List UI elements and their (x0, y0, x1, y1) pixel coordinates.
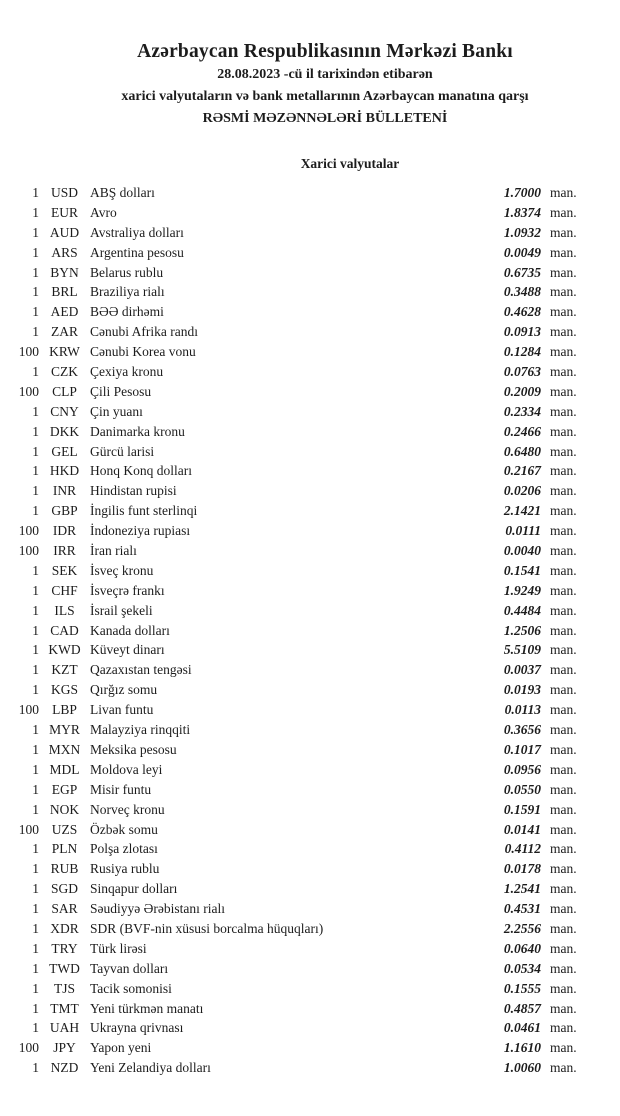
quantity-cell: 1 (32, 244, 39, 260)
currency-code-cell: TWD (49, 960, 80, 976)
currency-code-cell: CLP (52, 383, 77, 399)
quantity-cell: 1 (32, 443, 39, 459)
currency-name-cell: İsrail şekeli (90, 602, 153, 618)
rate-row (0, 740, 620, 760)
rate-row (0, 481, 620, 501)
rate-value-cell: 0.2167 (503, 463, 541, 479)
quantity-cell: 1 (32, 602, 39, 618)
currency-name-cell: Honq Konq dolları (90, 463, 192, 479)
quantity-cell: 1 (32, 1060, 39, 1076)
currency-name-cell: Meksika pesosu (90, 741, 177, 757)
rate-row (0, 382, 620, 402)
rate-value-cell: 0.0534 (503, 960, 541, 976)
rate-value-cell: 0.4857 (503, 1000, 541, 1016)
rate-value-cell: 0.0141 (503, 821, 541, 837)
rate-row (0, 302, 620, 322)
rate-row (0, 919, 620, 939)
effective-date-line: 28.08.2023 -cü il tarixindən etibarən (217, 67, 433, 82)
rate-value-cell: 1.2541 (503, 881, 541, 897)
unit-cell: man. (550, 841, 577, 857)
unit-cell: man. (550, 1000, 577, 1016)
rate-row (0, 640, 620, 660)
unit-cell: man. (550, 483, 577, 499)
rate-row (0, 243, 620, 263)
currency-name-cell: Rusiya rublu (90, 861, 160, 877)
unit-cell: man. (550, 741, 577, 757)
quantity-cell: 100 (18, 344, 39, 360)
currency-name-cell: SDR (BVF-nin xüsusi borcalma hüquqları) (90, 920, 324, 936)
currency-name-cell: Cənubi Korea vonu (90, 344, 196, 360)
currency-code-cell: HKD (49, 463, 80, 479)
rate-row (0, 959, 620, 979)
currency-name-cell: Türk lirəsi (90, 940, 147, 956)
currency-code-cell: MYR (49, 722, 80, 738)
rate-value-cell: 0.6480 (503, 443, 541, 459)
currency-code-cell: EGP (51, 781, 78, 797)
currency-code-cell: INR (52, 483, 77, 499)
unit-cell: man. (550, 224, 577, 240)
rate-row (0, 680, 620, 700)
unit-cell: man. (550, 821, 577, 837)
rate-row (0, 521, 620, 541)
unit-cell: man. (550, 761, 577, 777)
currency-code-cell: EUR (51, 204, 78, 220)
rate-row (0, 1018, 620, 1038)
currency-name-cell: Kanada dolları (90, 622, 170, 638)
currency-code-cell: LBP (52, 702, 77, 718)
rate-row (0, 223, 620, 243)
bulletin-header (30, 40, 620, 130)
currency-name-cell: İngilis funt sterlinqi (90, 503, 198, 519)
rate-row (0, 899, 620, 919)
quantity-cell: 1 (32, 960, 39, 976)
quantity-cell: 1 (32, 185, 39, 200)
currency-code-cell: MDL (49, 761, 80, 777)
currency-name-cell: BƏƏ dirhəmi (90, 304, 164, 320)
unit-cell: man. (550, 622, 577, 638)
currency-name-cell: Polşa zlotası (90, 841, 158, 857)
quantity-cell: 1 (32, 224, 39, 240)
quantity-cell: 1 (32, 980, 39, 996)
rate-row (0, 501, 620, 521)
currency-name-cell: Misir funtu (90, 781, 152, 797)
rate-row (0, 660, 620, 680)
rate-row (0, 839, 620, 859)
unit-cell: man. (550, 1040, 577, 1056)
quantity-cell: 1 (32, 861, 39, 877)
currency-code-cell: XDR (50, 920, 79, 936)
rate-value-cell: 0.0913 (503, 324, 541, 340)
quantity-cell: 1 (32, 582, 39, 598)
currency-code-cell: TJS (53, 980, 75, 996)
rate-value-cell: 0.0111 (505, 523, 541, 539)
currency-name-cell: İndoneziya rupiası (90, 523, 191, 539)
currency-code-cell: BYN (50, 264, 79, 280)
quantity-cell: 100 (18, 821, 39, 837)
currency-code-cell: UAH (49, 1020, 80, 1036)
quantity-cell: 100 (18, 543, 39, 559)
currency-name-cell: Argentina pesosu (90, 244, 184, 260)
rate-value-cell: 1.9249 (503, 582, 541, 598)
unit-cell: man. (550, 543, 577, 559)
rate-value-cell: 0.2334 (503, 403, 541, 419)
rate-value-cell: 0.1284 (503, 344, 541, 360)
rate-value-cell: 0.0113 (504, 702, 541, 718)
currency-code-cell: CAD (50, 622, 79, 638)
unit-cell: man. (550, 642, 577, 658)
quantity-cell: 100 (18, 383, 39, 399)
currency-name-cell: Malayziya rinqqiti (90, 722, 191, 738)
rate-row (0, 541, 620, 561)
unit-cell: man. (550, 801, 577, 817)
rate-value-cell: 5.5109 (503, 642, 541, 658)
rate-row (0, 601, 620, 621)
rate-value-cell: 0.0763 (503, 364, 541, 380)
currency-name-cell: Avro (90, 204, 117, 220)
unit-cell: man. (550, 920, 577, 936)
currency-code-cell: SEK (51, 562, 78, 578)
quantity-cell: 1 (32, 940, 39, 956)
unit-cell: man. (550, 364, 577, 380)
currency-name-cell: İran rialı (90, 543, 137, 559)
unit-cell: man. (550, 1020, 577, 1036)
currency-name-cell: Ukrayna qrivnası (90, 1020, 184, 1036)
rate-value-cell: 0.1591 (503, 801, 541, 817)
rate-row (0, 760, 620, 780)
currency-code-cell: SGD (50, 881, 78, 897)
currency-name-cell: Braziliya rialı (90, 284, 165, 300)
currency-name-cell: Gürcü larisi (90, 443, 155, 459)
currency-name-cell: Livan funtu (90, 702, 154, 718)
rate-value-cell: 0.6735 (503, 264, 541, 280)
rate-value-cell: 0.0193 (503, 682, 541, 698)
rate-row (0, 800, 620, 820)
currency-code-cell: USD (50, 185, 78, 200)
rate-value-cell: 1.2506 (503, 622, 541, 638)
rate-value-cell: 0.1541 (503, 562, 541, 578)
rate-value-cell: 0.4484 (503, 602, 541, 618)
quantity-cell: 1 (32, 204, 39, 220)
quantity-cell: 1 (32, 841, 39, 857)
currency-code-cell: CHF (51, 582, 78, 598)
rate-value-cell: 1.0060 (503, 1060, 541, 1076)
rate-value-cell: 0.0206 (503, 483, 541, 499)
rate-row (0, 700, 620, 720)
currency-code-cell: BRL (51, 284, 78, 300)
rate-value-cell: 0.4112 (504, 841, 541, 857)
unit-cell: man. (550, 980, 577, 996)
quantity-cell: 1 (32, 1020, 39, 1036)
currency-code-cell: GBP (51, 503, 78, 519)
currency-code-cell: KRW (49, 344, 80, 360)
currency-name-cell: Yapon yeni (90, 1040, 152, 1056)
currency-code-cell: ARS (51, 244, 78, 260)
currency-name-cell: Hindistan rupisi (90, 483, 177, 499)
quantity-cell: 1 (32, 722, 39, 738)
currency-name-cell: ABŞ dolları (90, 185, 155, 200)
currency-code-cell: AUD (49, 224, 80, 240)
rate-row (0, 820, 620, 840)
rate-row (0, 1058, 620, 1078)
quantity-cell: 1 (32, 463, 39, 479)
rate-row (0, 879, 620, 899)
currency-name-cell: Sinqapur dolları (90, 881, 178, 897)
unit-cell: man. (550, 682, 577, 698)
quantity-cell: 1 (32, 761, 39, 777)
unit-cell: man. (550, 383, 577, 399)
rate-row (0, 203, 620, 223)
section-title-foreign-currencies: Xarici valyutalar (300, 156, 400, 171)
rate-value-cell: 0.0040 (503, 543, 541, 559)
currency-name-cell: Norveç kronu (90, 801, 165, 817)
bulletin-title-line: RƏSMİ MƏZƏNNƏLƏRİ BÜLLETENİ (202, 111, 448, 126)
unit-cell: man. (550, 403, 577, 419)
quantity-cell: 1 (32, 264, 39, 280)
rate-value-cell: 0.0550 (503, 781, 541, 797)
rate-row (0, 342, 620, 362)
quantity-cell: 1 (32, 741, 39, 757)
currency-code-cell: ZAR (51, 324, 78, 340)
currency-code-cell: PLN (51, 841, 78, 857)
unit-cell: man. (550, 304, 577, 320)
currency-name-cell: Özbək somu (90, 821, 158, 837)
unit-cell: man. (550, 960, 577, 976)
unit-cell: man. (550, 901, 577, 917)
currency-name-cell: Yeni Zelandiya dolları (90, 1060, 211, 1076)
unit-cell: man. (550, 503, 577, 519)
currency-code-cell: KGS (50, 682, 78, 698)
rate-row (0, 621, 620, 641)
quantity-cell: 1 (32, 901, 39, 917)
rate-row (0, 1038, 620, 1058)
unit-cell: man. (550, 204, 577, 220)
rate-row (0, 999, 620, 1019)
rate-row (0, 322, 620, 342)
rate-row (0, 422, 620, 442)
quantity-cell: 1 (32, 562, 39, 578)
currency-name-cell: Cənubi Afrika randı (90, 324, 198, 340)
rate-value-cell: 2.2556 (503, 920, 541, 936)
currency-code-cell: TRY (51, 940, 78, 956)
rate-row (0, 442, 620, 462)
unit-cell: man. (550, 940, 577, 956)
quantity-cell: 1 (32, 881, 39, 897)
quantity-cell: 100 (18, 702, 39, 718)
currency-code-cell: DKK (49, 423, 80, 439)
quantity-cell: 1 (32, 781, 39, 797)
quantity-cell: 1 (32, 1000, 39, 1016)
rate-value-cell: 0.2466 (503, 423, 541, 439)
unit-cell: man. (550, 244, 577, 260)
unit-cell: man. (550, 185, 577, 200)
currency-name-cell: Moldova leyi (90, 761, 163, 777)
currency-code-cell: NZD (50, 1060, 79, 1076)
quantity-cell: 1 (32, 304, 39, 320)
rate-value-cell: 1.1610 (503, 1040, 541, 1056)
rate-row (0, 939, 620, 959)
currency-code-cell: MXN (48, 741, 81, 757)
quantity-cell: 100 (18, 1040, 39, 1056)
currency-code-cell: GEL (51, 443, 78, 459)
rate-value-cell: 0.0178 (503, 861, 541, 877)
currency-name-cell: Danimarka kronu (90, 423, 185, 439)
rate-row (0, 581, 620, 601)
unit-cell: man. (550, 781, 577, 797)
quantity-cell: 1 (32, 483, 39, 499)
rate-value-cell: 2.1421 (503, 503, 541, 519)
unit-cell: man. (550, 881, 577, 897)
rate-value-cell: 0.0037 (503, 662, 541, 678)
unit-cell: man. (550, 463, 577, 479)
currency-code-cell: NOK (49, 801, 80, 817)
currency-name-cell: İsveç kronu (90, 562, 154, 578)
unit-cell: man. (550, 1060, 577, 1076)
unit-cell: man. (550, 443, 577, 459)
rate-row (0, 720, 620, 740)
quantity-cell: 1 (32, 682, 39, 698)
currency-code-cell: CZK (51, 364, 78, 380)
currency-name-cell: Çin yuanı (90, 403, 143, 419)
currency-code-cell: TMT (50, 1000, 79, 1016)
rate-value-cell: 0.3488 (503, 284, 541, 300)
currency-name-cell: Tacik somonisi (90, 980, 172, 996)
currency-name-cell: Qırğız somu (90, 682, 158, 698)
unit-cell: man. (550, 264, 577, 280)
rate-row (0, 561, 620, 581)
rate-value-cell: 1.7000 (503, 185, 541, 200)
quantity-cell: 1 (32, 622, 39, 638)
quantity-cell: 1 (32, 423, 39, 439)
currency-name-cell: Çexiya kronu (90, 364, 164, 380)
unit-cell: man. (550, 284, 577, 300)
unit-cell: man. (550, 861, 577, 877)
currency-code-cell: RUB (50, 861, 79, 877)
quantity-cell: 1 (32, 284, 39, 300)
rate-value-cell: 1.8374 (503, 204, 541, 220)
quantity-cell: 100 (18, 523, 39, 539)
currency-name-cell: Səudiyyə Ərəbistanı rialı (90, 901, 225, 917)
unit-cell: man. (550, 602, 577, 618)
unit-cell: man. (550, 702, 577, 718)
currency-name-cell: Qazaxıstan tengəsi (90, 662, 192, 678)
rate-value-cell: 0.4628 (503, 304, 541, 320)
unit-cell: man. (550, 722, 577, 738)
rate-row (0, 780, 620, 800)
rate-row (0, 282, 620, 302)
currency-code-cell: SAR (51, 901, 78, 917)
currency-code-cell: JPY (53, 1040, 76, 1056)
subtitle-line: xarici valyutaların və bank metallarının Azərbaycan manatına qarşı (121, 89, 529, 104)
currency-code-cell: KZT (51, 662, 78, 678)
currency-name-cell: İsveçrə frankı (90, 582, 165, 598)
currency-name-cell: Tayvan dolları (90, 960, 169, 976)
quantity-cell: 1 (32, 642, 39, 658)
unit-cell: man. (550, 582, 577, 598)
rate-value-cell: 0.0640 (503, 940, 541, 956)
rate-value-cell: 0.2009 (503, 383, 541, 399)
rate-row (0, 859, 620, 879)
quantity-cell: 1 (32, 364, 39, 380)
rate-row (0, 979, 620, 999)
quantity-cell: 1 (32, 920, 39, 936)
quantity-cell: 1 (32, 403, 39, 419)
rate-value-cell: 1.0932 (503, 224, 541, 240)
rate-row (0, 402, 620, 422)
rates-table (0, 183, 620, 1078)
currency-code-cell: KWD (48, 642, 81, 658)
currency-code-cell: IRR (53, 543, 76, 559)
rate-value-cell: 0.4531 (503, 901, 541, 917)
currency-name-cell: Belarus rublu (90, 264, 164, 280)
rate-value-cell: 0.0461 (503, 1020, 541, 1036)
quantity-cell: 1 (32, 503, 39, 519)
currency-name-cell: Avstraliya dolları (90, 224, 184, 240)
unit-cell: man. (550, 324, 577, 340)
unit-cell: man. (550, 344, 577, 360)
currency-name-cell: Çili Pesosu (90, 383, 152, 399)
rate-row (0, 461, 620, 481)
quantity-cell: 1 (32, 324, 39, 340)
bank-title: Azərbaycan Respublikasının Mərkəzi Bankı (137, 41, 513, 62)
rate-value-cell: 0.0049 (503, 244, 541, 260)
rate-value-cell: 0.0956 (503, 761, 541, 777)
rate-value-cell: 0.3656 (503, 722, 541, 738)
currency-code-cell: ILS (54, 602, 75, 618)
unit-cell: man. (550, 523, 577, 539)
currency-code-cell: AED (50, 304, 79, 320)
currency-name-cell: Yeni türkmən manatı (90, 1000, 204, 1016)
rate-row (0, 183, 620, 203)
unit-cell: man. (550, 423, 577, 439)
rate-row (0, 263, 620, 283)
unit-cell: man. (550, 662, 577, 678)
currency-code-cell: IDR (52, 523, 77, 539)
unit-cell: man. (550, 562, 577, 578)
rate-value-cell: 0.1017 (503, 741, 541, 757)
currency-code-cell: CNY (50, 403, 79, 419)
rate-row (0, 362, 620, 382)
quantity-cell: 1 (32, 662, 39, 678)
rate-value-cell: 0.1555 (503, 980, 541, 996)
currency-name-cell: Küveyt dinarı (90, 642, 165, 658)
currency-code-cell: UZS (51, 821, 78, 837)
quantity-cell: 1 (32, 801, 39, 817)
